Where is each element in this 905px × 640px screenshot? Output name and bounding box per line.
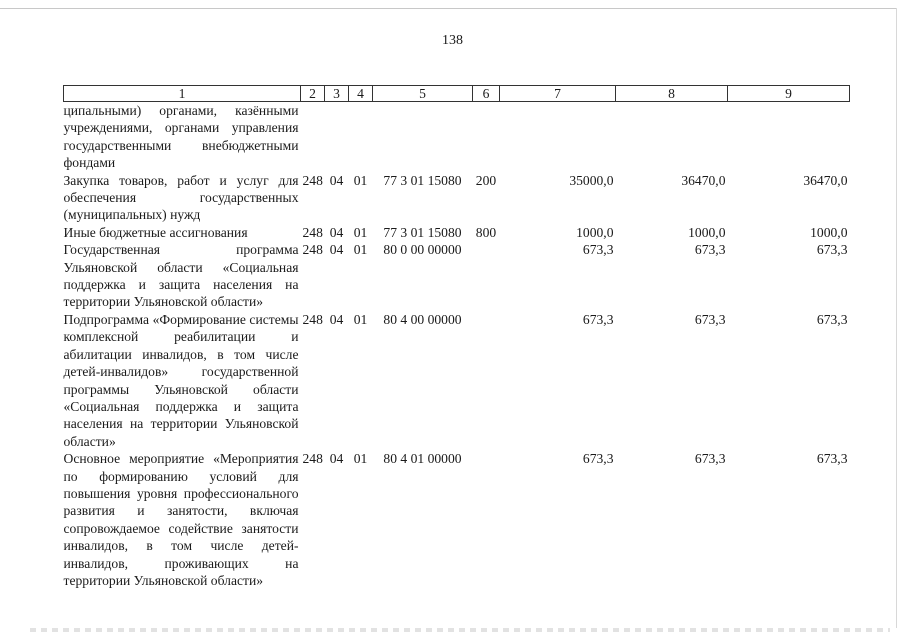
- cell-col-3: 04: [329, 172, 344, 188]
- cell-col-2: 248: [302, 242, 323, 258]
- header-col-9: 9: [728, 86, 850, 102]
- cell-col-5: 77 3 01 15080: [383, 224, 462, 240]
- cell-col-7: 673,3: [582, 451, 614, 467]
- cell-col-6: [473, 102, 500, 172]
- row-name: Иные бюджетные ассигнования: [63, 224, 248, 240]
- cell-col-3: [325, 102, 349, 172]
- row-name: ципальными) органами, казёнными учреждениями, органами управления государственными внебюджетными фондами: [63, 103, 299, 171]
- cell-col-6: 200: [475, 172, 497, 188]
- header-col-7: 7: [500, 86, 616, 102]
- scan-footer-noise: [30, 628, 890, 632]
- cell-col-9: 673,3: [816, 451, 848, 467]
- cell-col-5: 80 4 01 00000: [383, 451, 462, 467]
- cell-col-5: 80 4 00 00000: [383, 311, 462, 327]
- row-name: Закупка товаров, работ и услуг для обеспечения государственных (муниципальных) нужд: [63, 172, 299, 223]
- cell-col-8: 673,3: [694, 311, 726, 327]
- cell-col-5: 77 3 01 15080: [383, 172, 462, 188]
- header-col-8: 8: [616, 86, 728, 102]
- cell-col-2: 248: [302, 451, 323, 467]
- header-col-1: 1: [64, 86, 301, 102]
- cell-col-7: [500, 102, 616, 172]
- cell-col-9: 1000,0: [810, 224, 848, 240]
- cell-col-9: 673,3: [816, 311, 848, 327]
- header-col-3: 3: [325, 86, 349, 102]
- header-col-2: 2: [301, 86, 325, 102]
- cell-col-5: 80 0 00 00000: [383, 242, 462, 258]
- header-col-5: 5: [373, 86, 473, 102]
- cell-col-9: [728, 102, 850, 172]
- cell-col-7: 1000,0: [576, 224, 614, 240]
- cell-col-2: 248: [302, 224, 323, 240]
- table-row: [64, 102, 850, 172]
- cell-col-3: 04: [329, 311, 344, 327]
- table-row: [64, 241, 850, 311]
- cell-col-8: 673,3: [694, 451, 726, 467]
- cell-col-4: 01: [353, 224, 368, 240]
- cell-col-4: 01: [353, 172, 368, 188]
- cell-col-3: 04: [329, 224, 344, 240]
- table-row: [64, 450, 850, 589]
- scan-edge-right: [896, 8, 897, 628]
- cell-col-6: [473, 241, 500, 311]
- cell-col-2: 248: [302, 172, 323, 188]
- cell-col-4: 01: [353, 242, 368, 258]
- header-col-4: 4: [349, 86, 373, 102]
- cell-col-3: 04: [329, 451, 344, 467]
- table-row: [64, 311, 850, 450]
- cell-col-3: 04: [329, 242, 344, 258]
- cell-col-8: 673,3: [694, 242, 726, 258]
- cell-col-7: 673,3: [582, 242, 614, 258]
- cell-col-7: 35000,0: [569, 172, 614, 188]
- cell-col-9: 673,3: [816, 242, 848, 258]
- header-col-6: 6: [473, 86, 500, 102]
- scan-edge-top: [0, 8, 897, 9]
- cell-col-2: 248: [302, 311, 323, 327]
- cell-col-4: 01: [353, 311, 368, 327]
- cell-col-8: [616, 102, 728, 172]
- table-row: [64, 224, 850, 241]
- table-row: [64, 172, 850, 224]
- cell-col-8: 1000,0: [688, 224, 726, 240]
- row-name: Подпрограмма «Формирование системы комплексной реабилитации и абилитации инвалидов, в том числе детей-инвалидов» государственной программы Ульяновской области «Социальная поддержка и защита населения на территории Ульяновской области»: [63, 311, 299, 449]
- cell-col-5: [373, 102, 473, 172]
- cell-col-2: [301, 102, 325, 172]
- cell-col-6: [473, 311, 500, 450]
- cell-col-6: 800: [475, 224, 497, 240]
- budget-table: [63, 85, 850, 589]
- row-name: Государственная программа Ульяновской области «Социальная поддержка и защита населения на территории Ульяновской области»: [63, 242, 299, 310]
- row-name: Основное мероприятие «Мероприятия по формированию условий для повышения уровня профессионального развития и занятости, включая сопровождаемое содействие занятости инвалидов, в том числе детей-инвалидов, проживающих на территории Ульяновской области»: [63, 451, 299, 588]
- cell-col-7: 673,3: [582, 311, 614, 327]
- cell-col-4: [349, 102, 373, 172]
- page-number: 138: [442, 33, 463, 48]
- cell-col-9: 36470,0: [803, 172, 848, 188]
- cell-col-6: [473, 450, 500, 589]
- header-row: [64, 86, 850, 102]
- cell-col-4: 01: [353, 451, 368, 467]
- cell-col-8: 36470,0: [681, 172, 726, 188]
